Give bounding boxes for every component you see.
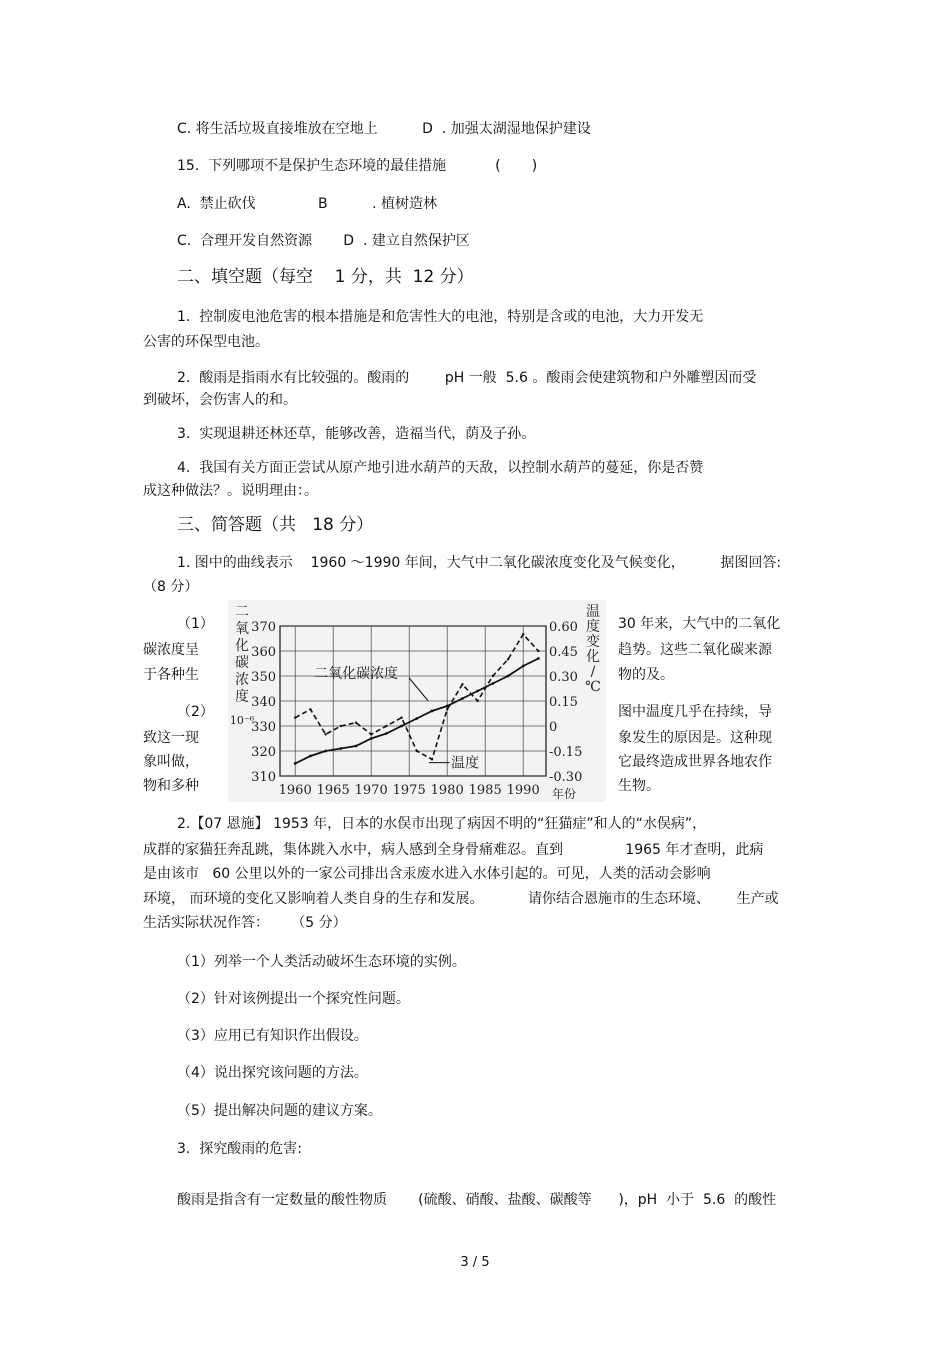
x-tick-label: 1960 <box>278 783 312 798</box>
co2-point <box>309 755 312 758</box>
annotation-co2: 二氧化碳浓度 <box>314 666 399 682</box>
left-axis-label-char: 氧 <box>235 621 249 637</box>
sa-q1-right-1: 30 年来，大气中的二氧化 <box>618 616 781 632</box>
x-tick-label: 1970 <box>354 783 388 798</box>
co2-point <box>491 682 494 685</box>
annotation-temperature: 温度 <box>451 755 479 772</box>
co2-point <box>370 737 373 740</box>
x-tick-label: 1975 <box>392 783 426 798</box>
temperature-point <box>385 725 387 727</box>
sa-q2-line2: 成群的家猫狂奔乱跳，集体跳入水中，病人感到全身骨痛难忍。直到 1965 年才查明，此病 <box>143 842 764 858</box>
left-axis-label-char: 碳 <box>235 655 249 671</box>
fill-q4-line1: 4. 我国有关方面正尝试从原产地引进水葫芦的天敌，以控制水葫芦的蔓延，你是否赞 <box>177 460 704 476</box>
fill-q1-line1: 1. 控制废电池危害的根本措施是和危害性大的电池，特别是含或的电池，大力开发无 <box>177 309 704 325</box>
left-axis-label-char: 化 <box>235 638 249 654</box>
temperature-point <box>355 721 357 723</box>
temperature-point <box>294 716 296 718</box>
left-axis-label-char: 二 <box>235 604 249 620</box>
section-heading-short-answer: 三、简答题（共 18 分） <box>177 515 374 535</box>
sa-q2-line5: 生活实际状况作答： （5 分） <box>143 915 347 931</box>
left-axis-label-char: 度 <box>235 689 249 705</box>
sa-q1-right-7: 生物。 <box>618 778 660 794</box>
co2-point <box>400 725 403 728</box>
right-tick-label: 0.60 <box>549 620 578 635</box>
x-tick-label: 1985 <box>468 783 502 798</box>
co2-point <box>476 690 479 693</box>
fill-q4-line2: 成这种做法？。说明理由：。 <box>143 483 318 499</box>
sa-q1-left-5: 物和多种 <box>143 778 199 794</box>
x-tick-label: 1965 <box>316 783 350 798</box>
co2-point <box>324 750 327 753</box>
sa-q1-left-2: 于各种生 <box>143 667 199 683</box>
x-axis-unit: 年份 <box>552 787 577 801</box>
co2-point <box>431 710 434 713</box>
x-tick-label: 1980 <box>430 783 464 798</box>
temperature-point <box>446 708 448 710</box>
sa-q3-title: 3. 探究酸雨的危害: <box>177 1141 302 1157</box>
sa-q2-sub2: （2）针对该例提出一个探究性问题。 <box>177 991 410 1007</box>
sa-q3-line1: 酸雨是指含有一定数量的酸性物质 (硫酸、硝酸、盐酸、碳酸等 )，pH 小于 5.6 的酸性 <box>177 1192 777 1208</box>
right-axis-label-char: / <box>590 664 596 680</box>
right-tick-label: 0.15 <box>549 695 578 710</box>
temperature-point <box>461 683 463 685</box>
co2-point <box>507 675 510 678</box>
right-axis-label-char: 变 <box>586 634 600 650</box>
sa-q1-line1: 1. 图中的曲线表示 1960 ～1990 年间，大气中二氧化碳浓度变化及气候变化， 据图回答: <box>177 555 782 571</box>
right-tick-label: 0.30 <box>549 670 578 685</box>
temperature-point <box>324 733 326 735</box>
sa-q2-sub4: （4）说出探究该问题的方法。 <box>177 1065 368 1081</box>
left-tick-label: 320 <box>251 745 276 760</box>
fill-q2-line2: 到破坏，会伤害人的和。 <box>143 392 297 408</box>
option-c-d-q15: C. 合理开发自然资源 D . 建立自然保护区 <box>177 233 470 249</box>
temperature-point <box>370 733 372 735</box>
co2-point <box>461 697 464 700</box>
option-c-d-q14: C. 将生活垃圾直接堆放在空地上 D . 加强太湖湿地保护建设 <box>177 121 591 137</box>
right-tick-label: 0.45 <box>549 645 578 660</box>
left-axis-unit: 10⁻⁶ <box>229 714 255 727</box>
co2-point <box>385 732 388 735</box>
temperature-point <box>492 675 494 677</box>
temperature-point <box>416 750 418 752</box>
sa-q1-part1-label: （1） <box>177 616 214 632</box>
left-tick-label: 340 <box>251 695 276 710</box>
right-axis-label-char: 温 <box>586 604 600 620</box>
section-heading-fill-blank: 二、填空题（每空 1 分，共 12 分） <box>177 267 474 287</box>
co2-point <box>522 665 525 668</box>
sa-q2-sub5: （5）提出解决问题的建议方案。 <box>177 1103 382 1119</box>
fill-q1-line2: 公害的环保型电池。 <box>143 334 269 350</box>
sa-q1-left-1: 碳浓度呈 <box>143 642 199 658</box>
co2-point <box>446 705 449 708</box>
sa-q1-left-4: 象叫做， <box>143 754 199 770</box>
sa-q2-line1: 2.【07 恩施】 1953 年，日本的水俣市出现了病因不明的“狂猫症”和人的“水俣病”， <box>177 816 707 832</box>
temperature-point <box>400 716 402 718</box>
co2-point <box>355 745 358 748</box>
co2-point <box>537 657 540 660</box>
left-tick-label: 310 <box>251 770 276 785</box>
option-a-b-q15: A. 禁止砍伐 B . 植树造林 <box>177 196 437 212</box>
sa-q1-part2-label: （2） <box>177 704 214 720</box>
temperature-point <box>476 700 478 702</box>
sa-q1-right-2: 趋势。这些二氧化碳来源 <box>618 642 772 658</box>
sa-q2-line3: 是由该市 60 公里以外的一家公司排出含汞废水进入水体引起的。可见，人类的活动会影响 <box>143 866 711 882</box>
right-tick-label: -0.30 <box>549 770 583 785</box>
sa-q2-sub1: （1）列举一个人类活动破坏生态环境的实例。 <box>177 954 466 970</box>
left-tick-label: 360 <box>251 645 276 660</box>
fill-q2-line1: 2. 酸雨是指雨水有比较强的。酸雨的 pH 一般 5.6 。酸雨会使建筑物和户外雕塑因而受 <box>177 370 757 386</box>
co2-point <box>339 747 342 750</box>
co2-point <box>415 717 418 720</box>
sa-q1-line2: （8 分） <box>143 579 199 595</box>
right-axis-label-char: 化 <box>586 649 600 665</box>
co2-temperature-chart <box>228 600 606 802</box>
question-15: 15. 下列哪项不是保护生态环境的最佳措施 ( ) <box>177 158 538 174</box>
sa-q2-sub3: （3）应用已有知识作出假设。 <box>177 1028 368 1044</box>
page-number: 3 / 5 <box>460 1255 490 1270</box>
temperature-point <box>340 725 342 727</box>
temperature-point <box>537 650 539 652</box>
temperature-point <box>431 758 433 760</box>
sa-q1-right-6: 它最终造成世界各地农作 <box>618 754 772 770</box>
right-tick-label: -0.15 <box>549 745 583 760</box>
temperature-point <box>309 708 311 710</box>
sa-q1-right-5: 象发生的原因是。这种现 <box>618 730 772 746</box>
x-tick-label: 1990 <box>506 783 540 798</box>
temperature-point <box>507 658 509 660</box>
right-axis-label-char: 度 <box>586 619 600 635</box>
co2-point <box>294 762 297 765</box>
left-axis-label-char: 浓 <box>235 672 249 688</box>
sa-q1-right-3: 物的及。 <box>618 667 674 683</box>
sa-q1-right-4: 图中温度几乎在持续，导 <box>618 704 772 720</box>
right-tick-label: 0 <box>549 720 558 735</box>
temperature-point <box>522 633 524 635</box>
right-axis-label-char: ℃ <box>585 679 601 695</box>
sa-q1-left-3: 致这一现 <box>143 730 199 746</box>
left-tick-label: 330 <box>251 720 276 735</box>
left-tick-label: 350 <box>251 670 276 685</box>
sa-q2-line4: 环境， 而环境的变化又影响着人类自身的生存和发展。 请你结合恩施市的生态环境、 生产或 <box>143 891 779 907</box>
left-tick-label: 370 <box>251 620 276 635</box>
fill-q3: 3. 实现退耕还林还草，能够改善，造福当代，荫及子孙。 <box>177 426 536 442</box>
